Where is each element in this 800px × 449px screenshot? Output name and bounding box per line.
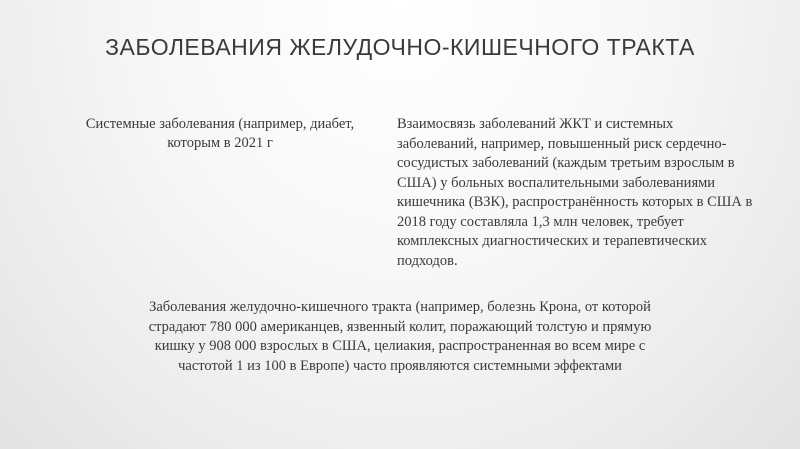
bottom-text-block: Заболевания желудочно-кишечного тракта (например, болезнь Крона, от которой страдают 780 000 американцев, язвенный колит, поражающий толстую и прямую кишку у 908 000 взрослых в США, целиакия, распространенная во всем мире с частотой 1 из 100 в Европе) часто проявляются системными эффектами <box>148 299 652 374</box>
right-text-block: Взаимосвязь заболеваний ЖКТ и системных заболеваний, например, повышенный риск сердечно-сосудистых заболеваний (каждым третьим взрослым в США) у больных воспалительными заболеваниями кишечника (ВЗК), распространённость которых в США в 2018 году составляла 1,3 млн человек, требует комплексных диагностических и терапевтических подходов. <box>397 116 753 269</box>
left-text-block: Системные заболевания (например, диабет, которым в 2021 г <box>85 116 355 151</box>
slide-title: ЗАБОЛЕВАНИЯ ЖЕЛУДОЧНО-КИШЕЧНОГО ТРАКТА <box>105 34 695 60</box>
